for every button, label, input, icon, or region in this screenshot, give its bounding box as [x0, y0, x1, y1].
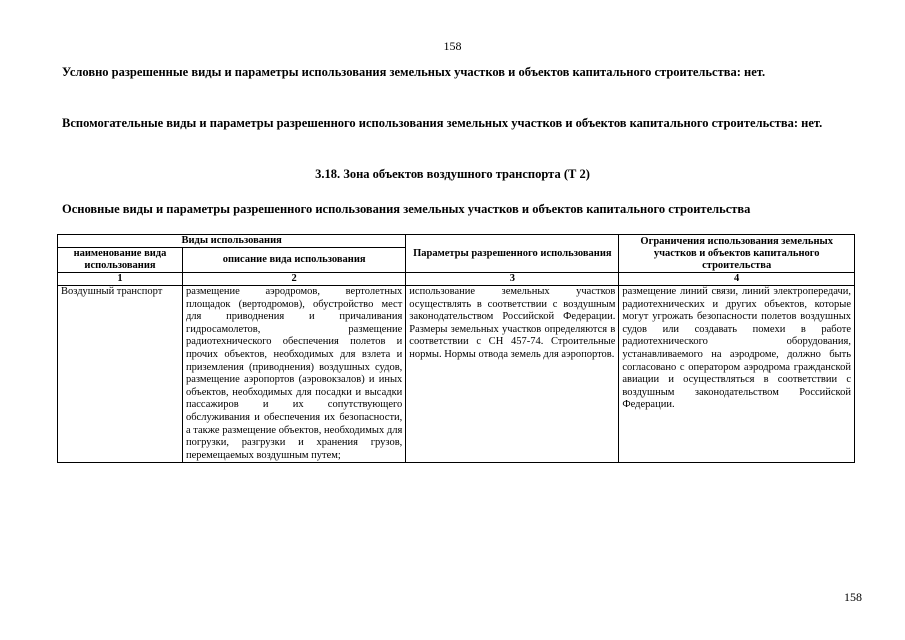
- table-row: [58, 286, 855, 463]
- cell-use-name: Воздушный транспорт: [58, 286, 183, 463]
- column-number: 1: [58, 273, 183, 286]
- header-use-types: Виды использования: [58, 235, 406, 248]
- header-restrictions: Ограничения использования земельных участков и объектов капитального строительства: [619, 235, 855, 273]
- column-number: 2: [182, 273, 405, 286]
- cell-restrictions: размещение линий связи, линий электропередачи, радиотехнических и других объектов, которые могут угрожать безопасности полетов воздушных судов или создавать помехи в работе радиотехнического оборудования, устанавливаемого на аэродроме, должно быть согласовано с оператором аэродрома гражданской авиации и осуществляться в соответствии с воздушным законодательством Российской Федерации.: [619, 286, 855, 463]
- land-use-table: [57, 234, 855, 463]
- main-uses-heading: Основные виды и параметры разрешенного использования земельных участков и объектов капитального строительства: [62, 202, 751, 216]
- cell-use-description: размещение аэродромов, вертолетных площадок (вертодромов), обустройство мест для приводнения и причаливания гидросамолетов, размещение радиотехнического обеспечения полетов и прочих объектов, необходимых для взлета и приземления (приводнения) воздушных судов, размещение аэропортов (аэровокзалов) и иных объектов, необходимых для посадки и высадки пассажиров и их сопутствующего обслуживания и обеспечения их безопасности, а также размещение объектов, необходимых для погрузки, разгрузки и хранения грузов, перемещаемых воздушным путем;: [182, 286, 405, 463]
- auxiliary-uses-paragraph: Вспомогательные виды и параметры разрешенного использования земельных участков и объектов капитального строительства: нет.: [62, 116, 823, 130]
- page-number-top: 158: [443, 39, 462, 53]
- header-use-name: наименование вида использования: [58, 248, 183, 273]
- header-use-description: описание вида использования: [182, 248, 405, 273]
- column-number: 3: [406, 273, 619, 286]
- header-params: Параметры разрешенного использования: [406, 235, 619, 273]
- column-number-row: [58, 273, 855, 286]
- page-number-bottom: 158: [844, 590, 862, 604]
- cell-params: использование земельных участков осуществлять в соответствии с воздушным законодательством Российской Федерации. Размеры земельных участков определяются в соответствии с СН 457-74. Строительные нормы. Нормы отвода земель для аэропортов.: [406, 286, 619, 463]
- section-title: 3.18. Зона объектов воздушного транспорта (Т 2): [315, 167, 590, 181]
- conditional-uses-paragraph: Условно разрешенные виды и параметры использования земельных участков и объектов капитального строительства: нет.: [62, 65, 766, 79]
- column-number: 4: [619, 273, 855, 286]
